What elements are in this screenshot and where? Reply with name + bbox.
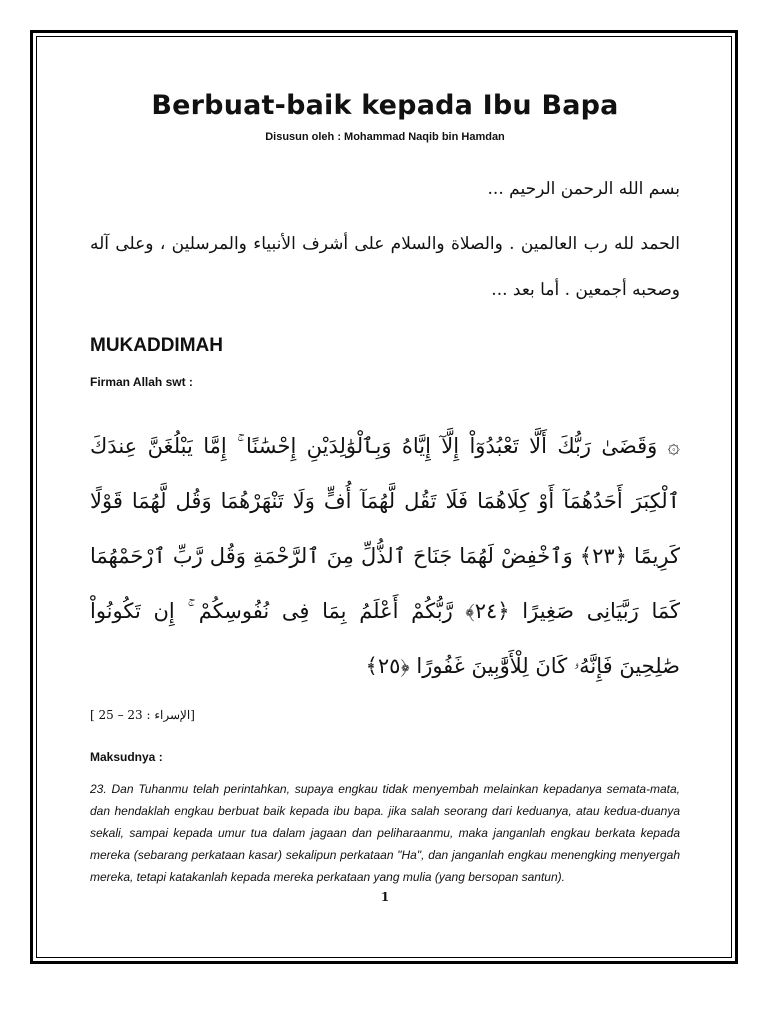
quran-verse: ۞ وَقَضَىٰ رَبُّكَ أَلَّا تَعْبُدُوٓاْ إِلَّآ إِيَّاهُ وَبِٱلْوَٰلِدَيْنِ إِحْسَٰنًا ۚ إِمَّا يَبْلُغَنَّ عِندَكَ ٱلْكِبَرَ أَحَدُهُمَآ أَوْ كِلَاهُمَا فَلَا تَقُل لَّهُمَآ أُفٍّ وَلَا تَنْهَرْهُمَا وَقُل لَّهُمَا قَوْلًا كَرِيمًا ﴿٢٣﴾ وَٱخْفِضْ لَهُمَا جَنَاحَ ٱلذُّلِّ مِنَ ٱلرَّحْمَةِ وَقُل رَّبِّ ٱرْحَمْهُمَا كَمَا رَبَّيَانِى صَغِيرًا ﴿٢٤﴾ رَّبُّكُمْ أَعْلَمُ بِمَا فِى نُفُوسِكُمْ ۚ إِن تَكُونُواْ صَٰلِحِينَ فَإِنَّهُۥ كَانَ لِلْأَوَّٰبِينَ غَفُورًا ﴿٢٥﴾: [90, 434, 680, 678]
translation-paragraph: 23. Dan Tuhanmu telah perintahkan, supaya engkau tidak menyembah melainkan kepadanya semata-mata, dan hendaklah engkau berbuat baik kepada ibu bapa. jika salah seorang dari keduanya, atau kedua-duanya sekali, sampai kepada umur tua dalam jagaan dan peliharaanmu, maka janganlah engkau berkata kepada mereka (sebarang perkataan kasar) sekalipun perkataan "Ha", dan janganlah engkau menengking menyergah mereka, tetapi katakanlah kepada mereka perkataan yang mulia (yang bersopan santun).: [90, 782, 680, 884]
document-title: Berbuat-baik kepada Ibu Bapa: [151, 90, 619, 121]
verse-reference: [الإسراء : 23 – 25 ]: [90, 708, 195, 722]
author-line: Disusun oleh : Mohammad Naqib bin Hamdan: [265, 131, 505, 143]
bismillah-text: بسم الله الرحمن الرحيم ...: [487, 179, 680, 199]
firman-label: Firman Allah swt :: [90, 375, 193, 389]
page-number: 1: [380, 890, 390, 904]
document-page: [90, 90, 680, 904]
hamd-paragraph: الحمد لله رب العالمين . والصلاة والسلام على أشرف الأنبياء والمرسلين ، وعلى آله وصحبه أجمعين . أما بعد ...: [90, 234, 680, 300]
maksud-label: Maksudnya :: [90, 750, 163, 764]
section-heading: MUKADDIMAH: [90, 335, 223, 356]
verse-reference-wrap: [90, 706, 680, 724]
